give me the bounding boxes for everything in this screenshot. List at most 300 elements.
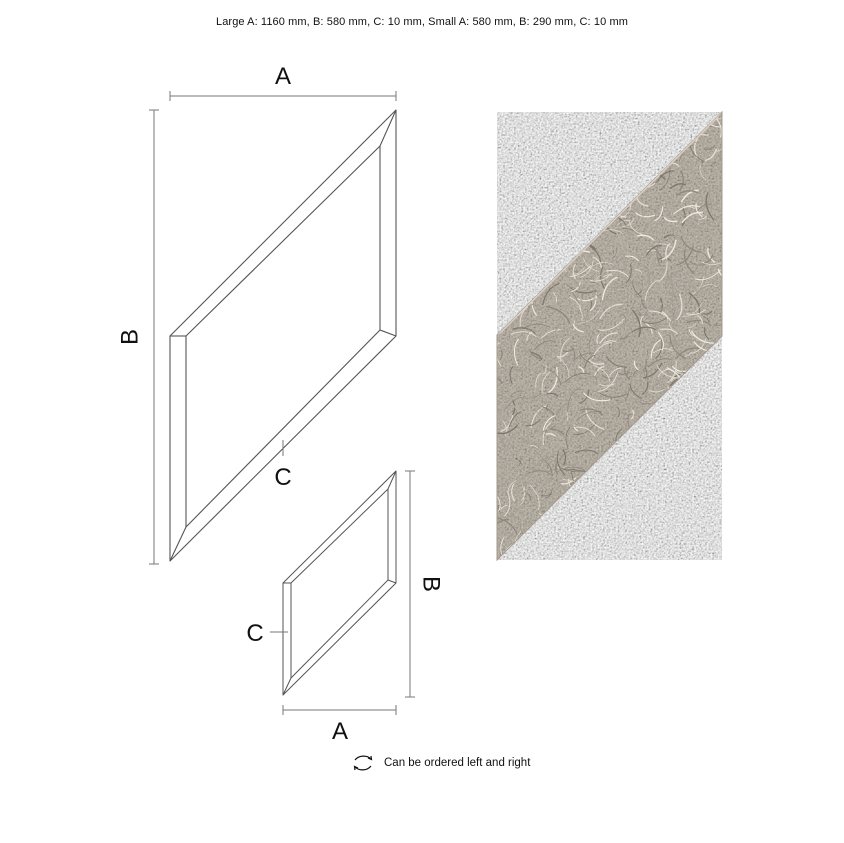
fiber-stroke bbox=[528, 217, 549, 225]
fiber-stroke bbox=[660, 439, 679, 452]
fiber-stroke bbox=[650, 470, 658, 494]
fiber-stroke bbox=[645, 414, 646, 420]
fiber-stroke bbox=[582, 192, 597, 203]
fiber-stroke bbox=[714, 399, 728, 407]
fiber-stroke bbox=[504, 121, 506, 137]
fiber-stroke bbox=[502, 189, 508, 214]
fiber-stroke bbox=[620, 539, 623, 548]
fiber-stroke bbox=[502, 146, 511, 162]
fiber-stroke bbox=[677, 457, 687, 462]
fiber-stroke bbox=[700, 510, 705, 516]
fiber-stroke bbox=[499, 322, 503, 328]
large-dimension-a bbox=[170, 91, 396, 101]
fiber-stroke bbox=[560, 161, 569, 188]
fiber-stroke bbox=[679, 494, 696, 511]
fiber-stroke bbox=[574, 109, 589, 118]
fiber-stroke bbox=[567, 241, 571, 260]
fiber-stroke bbox=[515, 169, 536, 173]
small-label-c: C bbox=[246, 620, 264, 647]
fiber-stroke bbox=[602, 163, 615, 177]
fiber-stroke bbox=[655, 135, 660, 158]
fiber-stroke bbox=[501, 223, 519, 240]
fiber-stroke bbox=[504, 154, 506, 160]
fiber-stroke bbox=[642, 460, 652, 466]
fiber-stroke bbox=[584, 180, 594, 199]
small-dimension-b bbox=[405, 471, 415, 697]
fiber-stroke bbox=[692, 487, 707, 500]
fiber-stroke bbox=[690, 436, 700, 448]
fiber-stroke bbox=[675, 446, 702, 452]
fiber-stroke bbox=[507, 216, 513, 239]
fiber-stroke bbox=[646, 142, 662, 145]
fiber-stroke bbox=[524, 193, 532, 200]
fiber-stroke bbox=[716, 369, 728, 382]
fiber-stroke bbox=[570, 205, 585, 215]
fiber-stroke bbox=[595, 509, 617, 515]
fiber-stroke bbox=[644, 508, 647, 529]
fiber-stroke bbox=[507, 203, 517, 229]
small-dimension-a bbox=[283, 705, 396, 715]
fiber-stroke bbox=[664, 417, 676, 436]
fiber-stroke bbox=[522, 202, 527, 224]
fiber-stroke bbox=[634, 549, 652, 559]
fiber-stroke bbox=[617, 130, 626, 144]
fiber-stroke bbox=[512, 119, 522, 133]
fiber-stroke bbox=[689, 467, 702, 489]
fiber-stroke bbox=[651, 156, 655, 162]
fiber-stroke bbox=[632, 521, 657, 529]
fiber-stroke bbox=[670, 535, 675, 539]
fiber-stroke bbox=[643, 542, 657, 551]
fiber-stroke bbox=[501, 315, 508, 325]
fiber-stroke bbox=[581, 211, 588, 216]
fiber-stroke bbox=[534, 276, 537, 284]
fiber-stroke bbox=[714, 469, 717, 477]
fiber-stroke bbox=[557, 179, 564, 187]
fiber-stroke bbox=[606, 184, 612, 192]
fiber-stroke bbox=[616, 497, 623, 504]
fiber-stroke bbox=[681, 429, 692, 433]
fiber-stroke bbox=[585, 104, 587, 117]
fiber-stroke bbox=[638, 141, 652, 144]
fiber-stroke bbox=[540, 234, 564, 239]
fiber-stroke bbox=[655, 122, 657, 130]
fiber-stroke bbox=[499, 292, 503, 303]
fiber-stroke bbox=[635, 146, 659, 152]
fiber-stroke bbox=[649, 528, 661, 534]
fiber-stroke bbox=[543, 145, 551, 155]
fiber-stroke bbox=[642, 473, 654, 485]
fiber-stroke bbox=[643, 179, 652, 181]
fiber-stroke bbox=[667, 518, 686, 522]
fiber-stroke bbox=[589, 224, 597, 233]
fiber-stroke bbox=[631, 503, 633, 509]
fiber-stroke bbox=[558, 171, 577, 179]
large-label-c: C bbox=[274, 464, 292, 491]
fiber-stroke bbox=[509, 174, 524, 182]
fiber-stroke bbox=[616, 150, 618, 162]
fiber-stroke bbox=[637, 134, 653, 137]
fiber-stroke bbox=[618, 461, 630, 485]
fiber-stroke bbox=[499, 257, 519, 267]
fiber-stroke bbox=[567, 215, 580, 221]
fiber-stroke bbox=[711, 399, 719, 401]
fiber-stroke bbox=[622, 156, 631, 169]
fiber-stroke bbox=[564, 176, 581, 180]
fiber-stroke bbox=[587, 478, 589, 489]
fiber-stroke bbox=[521, 243, 539, 257]
fiber-stroke bbox=[503, 221, 520, 233]
fiber-stroke bbox=[631, 536, 634, 558]
fiber-stroke bbox=[608, 533, 630, 537]
fiber-stroke bbox=[521, 134, 525, 155]
fiber-stroke bbox=[531, 193, 551, 203]
fiber-stroke bbox=[498, 266, 509, 279]
fiber-stroke bbox=[512, 247, 521, 261]
fiber-stroke bbox=[547, 124, 559, 139]
fiber-stroke bbox=[520, 219, 532, 225]
fiber-stroke bbox=[581, 152, 585, 160]
fiber-stroke bbox=[689, 538, 695, 545]
fiber-stroke bbox=[549, 162, 560, 183]
fiber-stroke bbox=[568, 114, 584, 126]
fiber-stroke bbox=[700, 462, 717, 468]
fiber-stroke bbox=[503, 122, 513, 125]
fiber-stroke bbox=[530, 182, 539, 201]
fiber-stroke bbox=[533, 274, 557, 278]
large-panel-front-face bbox=[170, 110, 396, 561]
fiber-stroke bbox=[688, 520, 711, 523]
fiber-stroke bbox=[534, 169, 548, 181]
fiber-stroke bbox=[506, 121, 521, 134]
fiber-stroke bbox=[676, 514, 698, 528]
fiber-stroke bbox=[566, 112, 588, 124]
fiber-stroke bbox=[639, 129, 646, 141]
fiber-stroke bbox=[707, 487, 717, 497]
fiber-stroke bbox=[655, 427, 658, 436]
fiber-stroke bbox=[612, 132, 620, 141]
fiber-stroke bbox=[666, 411, 678, 420]
fiber-stroke bbox=[656, 476, 662, 490]
fiber-stroke bbox=[645, 135, 655, 137]
fiber-stroke bbox=[614, 531, 629, 534]
fiber-stroke bbox=[638, 478, 647, 480]
fiber-stroke bbox=[712, 503, 722, 524]
fiber-stroke bbox=[649, 515, 664, 525]
fiber-stroke bbox=[609, 524, 618, 528]
fiber-stroke bbox=[608, 466, 625, 484]
fiber-stroke bbox=[552, 191, 565, 193]
fiber-stroke bbox=[586, 105, 606, 115]
fiber-stroke bbox=[633, 541, 642, 543]
fiber-stroke bbox=[628, 159, 631, 174]
fiber-stroke bbox=[516, 198, 537, 207]
fiber-stroke bbox=[531, 289, 535, 296]
fiber-stroke bbox=[551, 527, 553, 535]
fiber-stroke bbox=[619, 539, 631, 555]
fiber-stroke bbox=[669, 141, 689, 146]
fiber-stroke bbox=[654, 147, 674, 151]
fiber-stroke bbox=[661, 407, 669, 410]
fiber-stroke bbox=[498, 190, 512, 201]
fiber-stroke bbox=[587, 119, 602, 127]
fiber-stroke bbox=[710, 362, 724, 385]
fiber-stroke bbox=[656, 422, 668, 447]
fiber-stroke bbox=[560, 160, 586, 164]
fiber-stroke bbox=[534, 115, 549, 123]
fiber-stroke bbox=[681, 384, 695, 395]
fiber-stroke bbox=[664, 510, 688, 521]
fiber-stroke bbox=[715, 483, 726, 499]
fiber-stroke bbox=[659, 479, 661, 485]
fiber-stroke bbox=[523, 556, 531, 574]
fiber-stroke bbox=[621, 124, 627, 126]
fiber-stroke bbox=[558, 523, 578, 535]
fiber-stroke bbox=[575, 546, 593, 564]
fiber-stroke bbox=[594, 195, 612, 206]
fiber-stroke bbox=[603, 121, 626, 127]
fiber-stroke bbox=[583, 184, 590, 185]
fiber-stroke bbox=[661, 132, 663, 138]
fiber-stroke bbox=[621, 155, 630, 181]
fiber-stroke bbox=[699, 461, 709, 463]
fiber-stroke bbox=[519, 234, 523, 243]
fiber-stroke bbox=[522, 169, 533, 181]
fiber-stroke bbox=[685, 548, 705, 553]
fiber-stroke bbox=[608, 198, 616, 213]
fiber-stroke bbox=[612, 507, 627, 511]
fiber-stroke bbox=[578, 157, 598, 161]
fiber-stroke bbox=[506, 133, 513, 146]
fiber-stroke bbox=[708, 508, 728, 514]
fiber-stroke bbox=[512, 222, 518, 223]
fiber-stroke bbox=[625, 133, 631, 149]
fiber-stroke bbox=[625, 171, 634, 174]
fiber-stroke bbox=[551, 553, 566, 556]
fiber-stroke bbox=[662, 498, 687, 508]
fiber-stroke bbox=[700, 457, 713, 473]
fiber-stroke bbox=[505, 200, 512, 203]
fiber-stroke bbox=[667, 495, 677, 498]
textured-wood-wool-panel bbox=[477, 104, 738, 577]
fiber-stroke bbox=[691, 506, 705, 508]
fiber-stroke bbox=[666, 139, 686, 150]
fiber-stroke bbox=[528, 173, 541, 184]
fiber-stroke bbox=[570, 190, 573, 196]
fiber-stroke bbox=[571, 112, 579, 135]
fiber-stroke bbox=[710, 497, 719, 499]
fiber-stroke bbox=[711, 506, 715, 520]
fiber-stroke bbox=[716, 420, 735, 425]
fiber-stroke bbox=[651, 487, 662, 498]
fiber-stroke bbox=[620, 472, 631, 483]
fiber-stroke bbox=[646, 467, 654, 478]
fiber-stroke bbox=[703, 414, 714, 416]
fiber-stroke bbox=[713, 487, 723, 495]
fiber-stroke bbox=[660, 411, 664, 418]
fiber-stroke bbox=[706, 367, 711, 382]
fiber-stroke bbox=[722, 422, 733, 426]
fiber-stroke bbox=[687, 479, 699, 503]
fiber-stroke bbox=[715, 381, 729, 385]
fiber-stroke bbox=[552, 532, 556, 538]
fiber-stroke bbox=[625, 530, 629, 535]
fiber-stroke bbox=[599, 476, 608, 496]
fiber-stroke bbox=[604, 126, 606, 133]
fiber-stroke bbox=[492, 156, 502, 178]
fiber-stroke bbox=[598, 175, 614, 179]
fiber-stroke bbox=[558, 143, 573, 165]
fiber-stroke bbox=[681, 108, 692, 119]
fiber-stroke bbox=[654, 406, 664, 420]
fiber-stroke bbox=[623, 486, 632, 498]
fiber-stroke bbox=[669, 152, 671, 160]
fiber-stroke bbox=[706, 535, 713, 536]
fiber-stroke bbox=[529, 138, 531, 151]
fiber-stroke bbox=[716, 549, 721, 568]
fiber-stroke bbox=[571, 545, 578, 565]
fiber-stroke bbox=[693, 503, 701, 509]
fiber-stroke bbox=[568, 132, 577, 137]
fiber-stroke bbox=[650, 479, 660, 485]
fiber-stroke bbox=[563, 514, 575, 518]
fiber-stroke bbox=[651, 499, 656, 510]
fiber-stroke bbox=[658, 530, 671, 533]
fiber-stroke bbox=[519, 140, 525, 155]
fiber-stroke bbox=[673, 524, 679, 549]
fiber-stroke bbox=[662, 486, 688, 495]
fiber-stroke bbox=[650, 556, 669, 563]
fiber-stroke bbox=[645, 139, 654, 152]
fiber-stroke bbox=[713, 480, 731, 483]
fiber-stroke bbox=[562, 203, 570, 218]
fiber-stroke bbox=[500, 212, 507, 220]
fiber-stroke bbox=[547, 181, 565, 193]
fiber-stroke bbox=[670, 441, 690, 446]
fiber-stroke bbox=[542, 217, 558, 238]
fiber-stroke bbox=[500, 299, 520, 302]
fiber-stroke bbox=[642, 481, 644, 493]
fiber-stroke bbox=[555, 523, 563, 545]
fiber-stroke bbox=[502, 164, 514, 178]
fiber-stroke bbox=[521, 300, 530, 303]
fiber-stroke bbox=[551, 139, 563, 158]
fiber-stroke bbox=[652, 443, 660, 454]
fiber-stroke bbox=[526, 132, 547, 150]
fiber-stroke bbox=[549, 155, 561, 168]
fiber-stroke bbox=[630, 542, 634, 547]
fiber-stroke bbox=[593, 182, 600, 187]
fiber-stroke bbox=[711, 365, 725, 378]
fiber-stroke bbox=[613, 521, 627, 536]
fiber-stroke bbox=[704, 452, 717, 458]
fiber-stroke bbox=[714, 368, 723, 372]
fiber-stroke bbox=[629, 490, 638, 505]
fiber-stroke bbox=[688, 490, 711, 496]
fiber-stroke bbox=[653, 483, 656, 494]
large-dimension-b bbox=[149, 110, 159, 564]
fiber-stroke bbox=[647, 424, 663, 429]
fiber-stroke bbox=[507, 145, 510, 155]
fiber-stroke bbox=[538, 187, 553, 192]
fiber-stroke bbox=[642, 513, 665, 517]
fiber-stroke bbox=[613, 443, 621, 468]
fiber-stroke bbox=[641, 141, 652, 143]
fiber-stroke bbox=[624, 128, 628, 147]
fiber-stroke bbox=[591, 140, 596, 162]
fiber-stroke bbox=[582, 182, 589, 208]
fiber-stroke bbox=[676, 446, 685, 450]
large-panel-outline bbox=[170, 110, 396, 561]
swap-arrows-icon bbox=[350, 754, 376, 772]
fiber-stroke bbox=[521, 192, 533, 207]
fiber-stroke bbox=[561, 131, 569, 154]
fiber-stroke bbox=[576, 508, 586, 517]
fiber-stroke bbox=[615, 183, 627, 195]
fiber-stroke bbox=[546, 111, 552, 114]
fiber-stroke bbox=[540, 148, 544, 153]
fiber-stroke bbox=[638, 496, 659, 501]
fiber-stroke bbox=[550, 556, 559, 560]
fiber-stroke bbox=[695, 473, 710, 490]
fiber-stroke bbox=[648, 477, 653, 481]
fiber-stroke bbox=[526, 226, 545, 243]
fiber-stroke bbox=[666, 530, 682, 541]
fiber-stroke bbox=[678, 394, 682, 402]
fiber-stroke bbox=[662, 459, 678, 462]
fiber-stroke bbox=[557, 537, 559, 545]
fiber-stroke bbox=[544, 524, 550, 537]
fiber-stroke bbox=[511, 271, 515, 276]
fiber-stroke bbox=[520, 254, 540, 259]
fiber-stroke bbox=[623, 491, 625, 503]
fiber-stroke bbox=[605, 496, 611, 502]
fiber-stroke bbox=[708, 510, 710, 526]
fiber-stroke bbox=[677, 387, 701, 398]
fiber-stroke bbox=[681, 549, 691, 553]
fiber-stroke bbox=[619, 468, 629, 479]
fiber-stroke bbox=[492, 309, 505, 329]
fiber-stroke bbox=[536, 245, 550, 250]
fiber-stroke bbox=[686, 408, 695, 412]
fiber-stroke bbox=[691, 459, 703, 469]
fiber-stroke bbox=[705, 376, 708, 390]
fiber-stroke bbox=[570, 499, 582, 511]
fiber-stroke bbox=[639, 125, 654, 132]
fiber-stroke bbox=[558, 547, 567, 552]
fiber-stroke bbox=[606, 502, 617, 514]
fiber-stroke bbox=[612, 146, 617, 167]
fiber-stroke bbox=[676, 535, 682, 540]
fiber-stroke bbox=[685, 458, 704, 461]
fiber-stroke bbox=[691, 394, 702, 411]
orientation-note-text: Can be ordered left and right bbox=[384, 757, 531, 769]
fiber-stroke bbox=[571, 140, 574, 148]
orientation-note bbox=[350, 754, 530, 772]
fiber-stroke bbox=[561, 496, 564, 510]
fiber-stroke bbox=[507, 135, 513, 153]
fiber-stroke bbox=[577, 555, 592, 577]
fiber-stroke bbox=[644, 166, 648, 172]
fiber-stroke bbox=[624, 513, 634, 524]
fiber-stroke bbox=[565, 519, 581, 541]
fiber-stroke bbox=[550, 230, 555, 237]
fiber-stroke bbox=[621, 107, 641, 112]
fiber-stroke bbox=[556, 142, 558, 150]
fiber-stroke bbox=[648, 510, 656, 511]
fiber-stroke bbox=[662, 551, 669, 564]
fiber-stroke bbox=[540, 553, 553, 571]
